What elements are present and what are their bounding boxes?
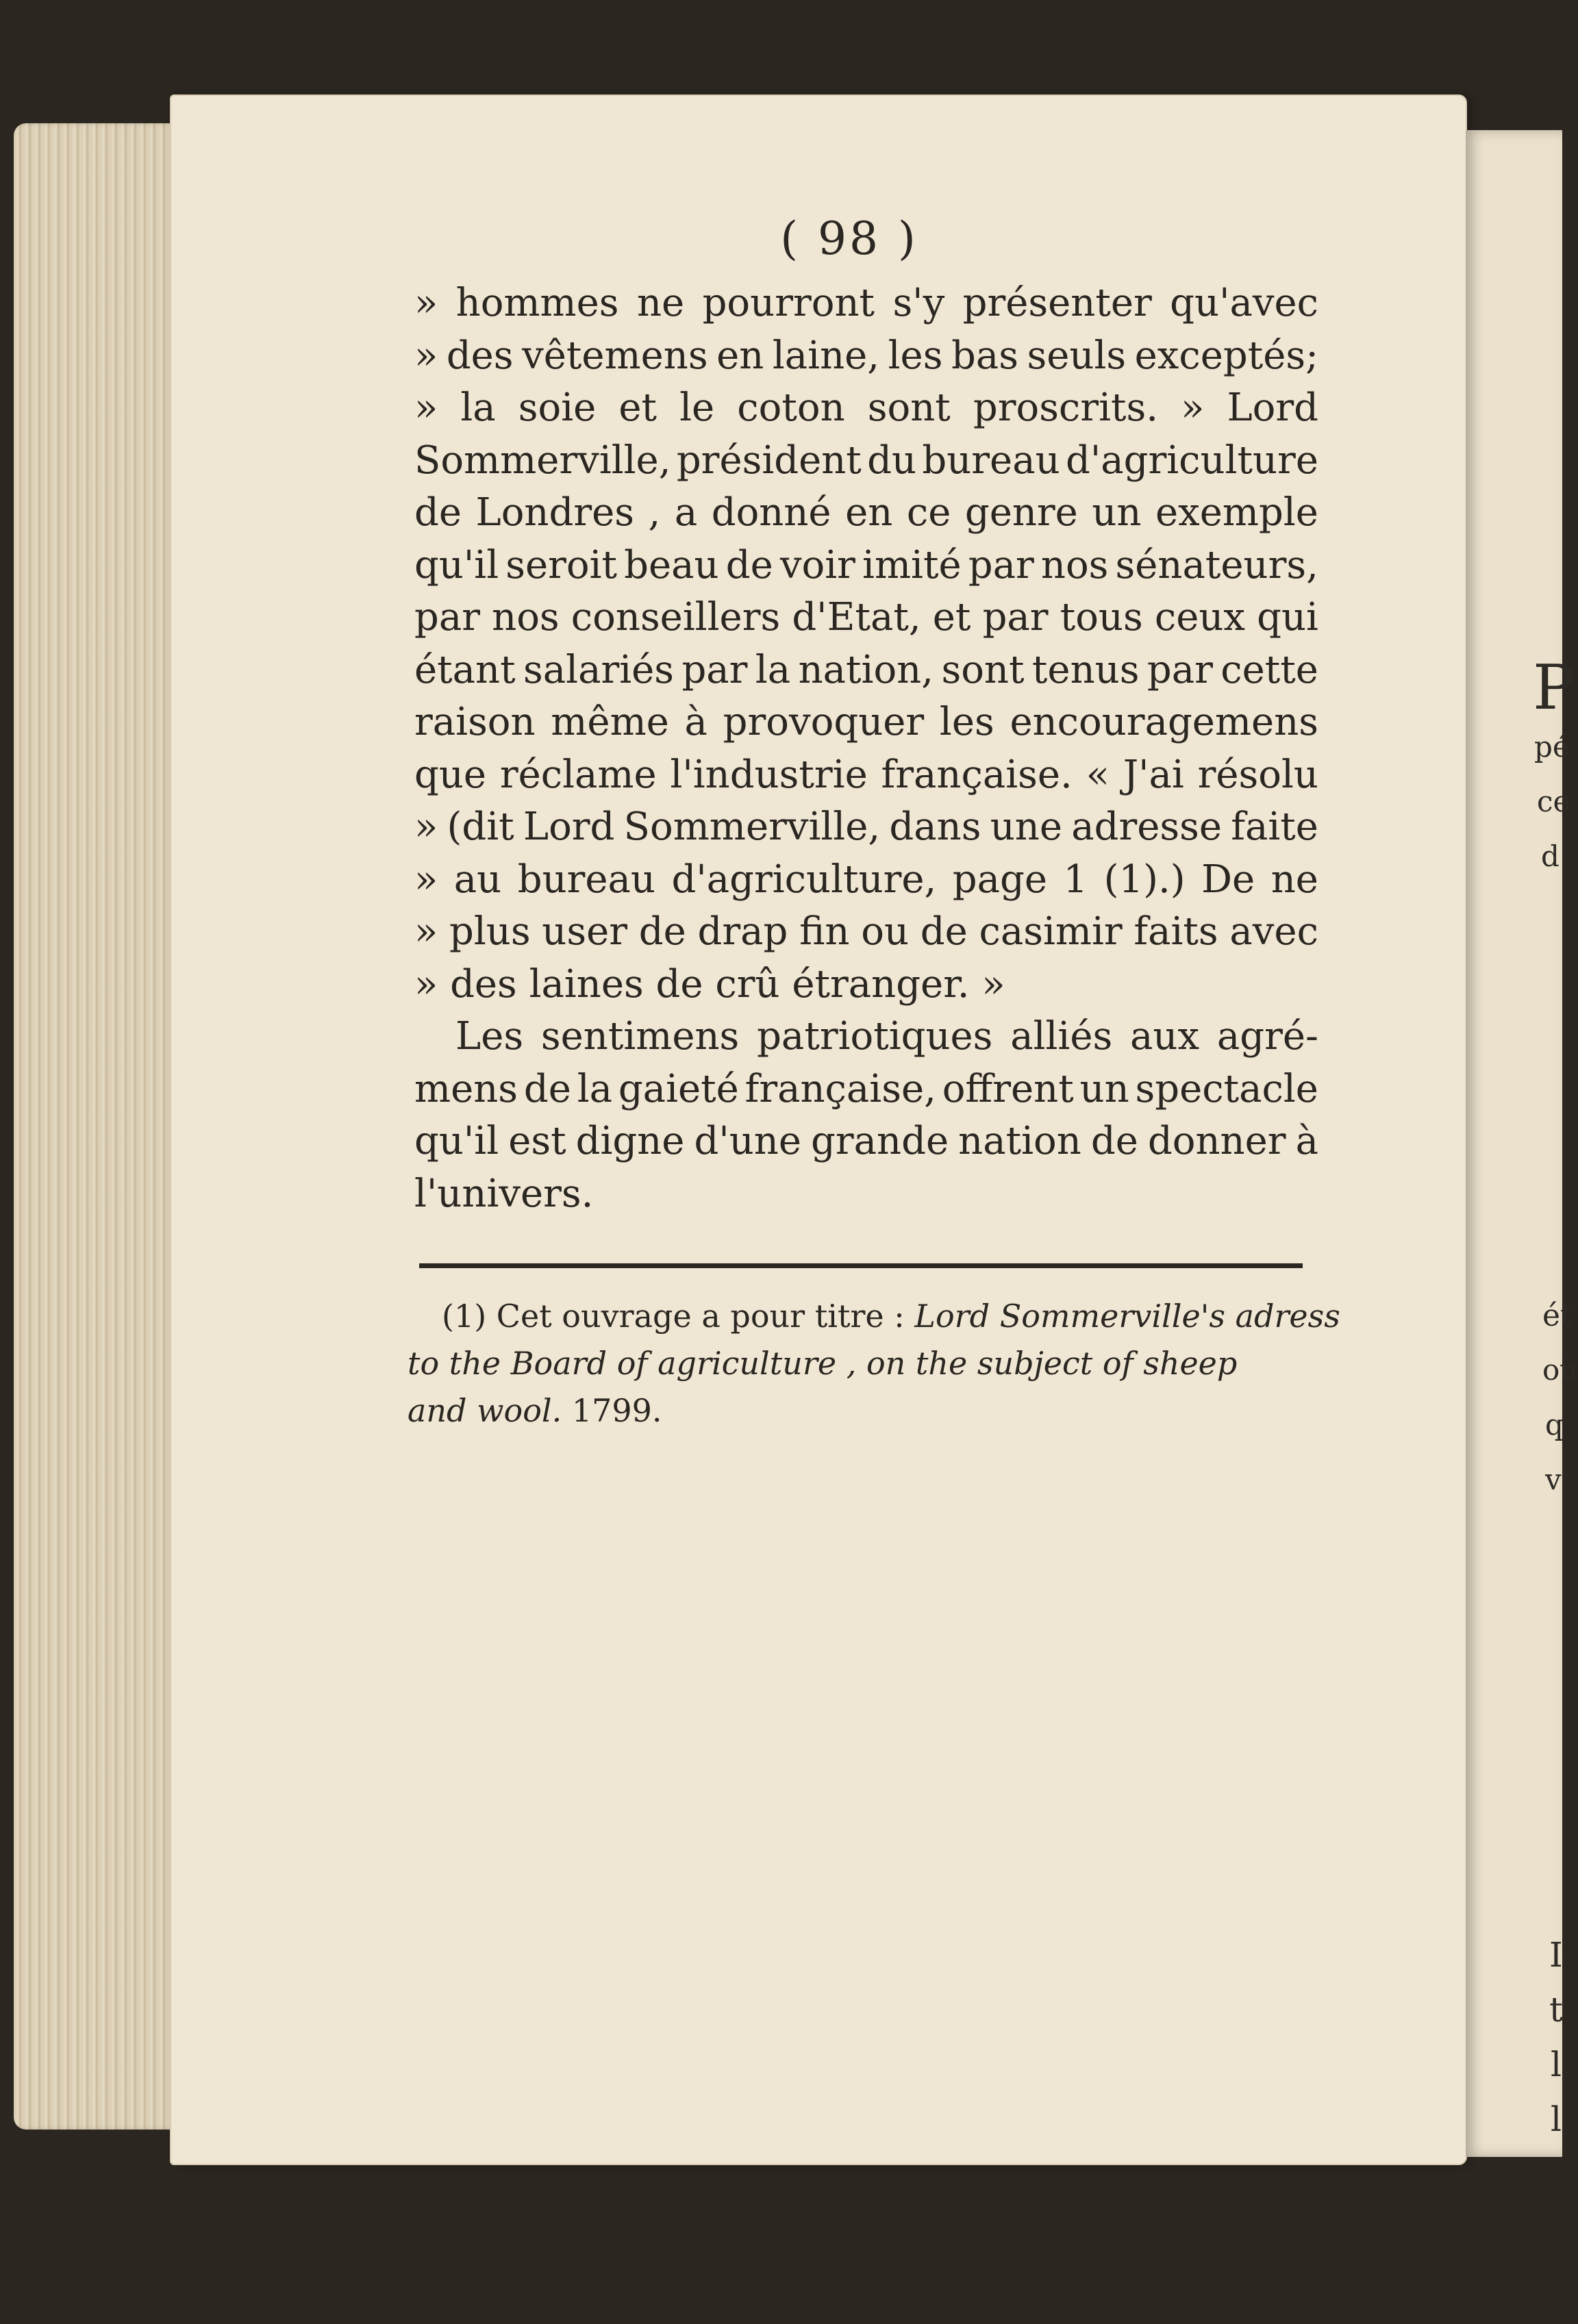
word: présenter xyxy=(962,281,1152,325)
facing-page-fragment: P xyxy=(1533,652,1575,724)
word: donner xyxy=(1147,1119,1286,1163)
word: nos xyxy=(492,595,560,640)
word: gaieté xyxy=(618,1066,739,1111)
word: sénateurs, xyxy=(1115,542,1318,588)
word: tous xyxy=(1060,595,1143,640)
word: 1 xyxy=(1063,857,1088,902)
word: d'une xyxy=(694,1119,801,1163)
word: par xyxy=(414,595,481,640)
word: est xyxy=(508,1119,566,1163)
word: mens xyxy=(414,1066,518,1111)
facing-page-fragment: pé xyxy=(1534,730,1570,763)
facing-page-fragment: l xyxy=(1551,2099,1562,2139)
word: au xyxy=(453,857,502,902)
word: la xyxy=(577,1066,612,1111)
word: vêtemens xyxy=(522,333,708,378)
word: ou xyxy=(861,909,910,954)
word: » xyxy=(414,909,438,954)
word: sont xyxy=(941,647,1025,692)
word: un xyxy=(1092,490,1142,535)
text-line xyxy=(414,1115,1318,1168)
word: Londres xyxy=(475,490,634,535)
word: casimir xyxy=(979,909,1123,954)
word: un xyxy=(1079,1066,1129,1111)
facing-page-fragment: l xyxy=(1551,2045,1562,2084)
text-line xyxy=(414,487,1318,540)
word: nation, xyxy=(798,647,934,692)
word: nation xyxy=(958,1119,1081,1163)
word: » xyxy=(1181,386,1205,430)
text-line: » des laines de crû étranger. » xyxy=(414,961,1005,1007)
text-line xyxy=(414,801,1318,854)
word: bureau xyxy=(922,438,1060,483)
word: réclame xyxy=(499,752,657,797)
word: , xyxy=(648,490,661,535)
word: président xyxy=(676,438,862,483)
word: et xyxy=(618,386,658,430)
word: le xyxy=(679,386,715,430)
word: page xyxy=(952,857,1048,902)
word: de xyxy=(414,490,462,535)
word: la xyxy=(755,647,791,692)
facing-page-fragment: q xyxy=(1545,1408,1564,1441)
word: beau xyxy=(624,542,719,588)
word: salariés xyxy=(523,647,675,692)
word: exceptés; xyxy=(1134,333,1318,378)
word: » xyxy=(414,857,438,902)
word: par xyxy=(968,542,1034,588)
word: provoquer xyxy=(723,700,925,744)
text-line xyxy=(414,906,1318,959)
word: bureau xyxy=(517,857,655,902)
word: » xyxy=(414,386,438,430)
word: s'y xyxy=(892,281,945,325)
word: genre xyxy=(964,490,1078,535)
footnote-line: to the Board of agriculture , on the subject of sheep xyxy=(408,1345,1238,1382)
word: plus xyxy=(449,909,531,954)
word: étant xyxy=(414,647,516,692)
word: patriotiques xyxy=(757,1014,993,1059)
text-line xyxy=(414,696,1318,749)
word: aux xyxy=(1130,1014,1200,1059)
facing-page-fragment: I xyxy=(1549,1935,1563,1975)
word: de xyxy=(523,1066,571,1111)
word: avec xyxy=(1229,909,1318,954)
text-line xyxy=(414,435,1318,488)
word: de xyxy=(1090,1119,1138,1163)
word: de xyxy=(725,542,773,588)
word: digne xyxy=(575,1119,685,1163)
word: laine, xyxy=(772,333,880,378)
word: des xyxy=(446,333,514,378)
word: hommes xyxy=(455,281,619,325)
text-line xyxy=(414,382,1318,435)
word: faite xyxy=(1231,805,1318,849)
word: et xyxy=(932,595,971,640)
word: » xyxy=(414,281,438,325)
text-line: l'univers. xyxy=(414,1171,594,1216)
word: Lord xyxy=(1227,386,1318,430)
word: pourront xyxy=(702,281,875,325)
word: « xyxy=(1086,752,1110,797)
facing-page-fragment: ce xyxy=(1537,785,1570,818)
word: française, xyxy=(744,1066,936,1111)
word: une xyxy=(990,805,1062,849)
word: voir xyxy=(779,542,855,588)
word: d'agriculture, xyxy=(671,857,937,902)
word: proscrits. xyxy=(973,386,1159,430)
word: l'industrie xyxy=(670,752,868,797)
word: sentimens xyxy=(540,1014,740,1059)
word: agré- xyxy=(1216,1014,1318,1059)
word: par xyxy=(681,647,748,692)
word: adresse xyxy=(1071,805,1222,849)
word: Les xyxy=(455,1014,524,1059)
word: qu'il xyxy=(414,1119,499,1163)
word: d'agriculture xyxy=(1065,438,1318,483)
word: ce xyxy=(906,490,951,535)
word: tenus xyxy=(1031,647,1140,692)
word: résolu xyxy=(1197,752,1318,797)
word: en xyxy=(716,333,764,378)
word: qui xyxy=(1257,595,1318,640)
word: cette xyxy=(1220,647,1318,692)
word: J'ai xyxy=(1123,752,1184,797)
body-text xyxy=(414,277,1318,1220)
word: » xyxy=(414,805,438,849)
word: de xyxy=(638,909,686,954)
facing-page-fragment: t xyxy=(1549,1990,1564,2030)
word: exemple xyxy=(1155,490,1318,535)
footnote-divider xyxy=(419,1263,1303,1268)
word: conseillers xyxy=(571,595,781,640)
text-line xyxy=(414,1011,1318,1063)
word: (1).) xyxy=(1103,857,1186,902)
word: grande xyxy=(811,1119,949,1163)
word: même xyxy=(551,700,669,744)
text-line xyxy=(414,330,1318,383)
word: drap xyxy=(697,909,788,954)
word: seroit xyxy=(505,542,618,588)
word: les xyxy=(939,700,994,744)
word: à xyxy=(1295,1119,1318,1163)
word: soie xyxy=(518,386,597,430)
word: ceux xyxy=(1154,595,1246,640)
word: a xyxy=(674,490,698,535)
text-line xyxy=(414,592,1318,644)
word: user xyxy=(542,909,628,954)
word: bas xyxy=(951,333,1018,378)
footnote-line: and wool. 1799. xyxy=(408,1392,662,1429)
text-line xyxy=(414,644,1318,697)
word: Lord xyxy=(523,805,615,849)
word: fin xyxy=(799,909,850,954)
page-number: ( 98 ) xyxy=(780,212,918,265)
text-line xyxy=(414,540,1318,592)
word: sont xyxy=(867,386,951,430)
word: qu'il xyxy=(414,542,499,588)
facing-page-fragment: v xyxy=(1545,1463,1562,1496)
word: imité xyxy=(862,542,962,588)
word: à xyxy=(684,700,707,744)
page-stack-edges xyxy=(14,123,178,2130)
word: » xyxy=(414,333,438,378)
facing-page-fragment: ét xyxy=(1542,1298,1573,1333)
text-line xyxy=(414,854,1318,907)
facing-page-edge xyxy=(1466,130,1578,2157)
word: (dit xyxy=(447,805,514,849)
word: faits xyxy=(1134,909,1218,954)
text-line xyxy=(414,749,1318,802)
word: De xyxy=(1201,857,1255,902)
text-line xyxy=(414,1063,1318,1116)
word: la xyxy=(460,386,496,430)
word: coton xyxy=(737,386,845,430)
text-line xyxy=(414,277,1318,330)
word: seuls xyxy=(1027,333,1127,378)
word: par xyxy=(982,595,1049,640)
word: dans xyxy=(889,805,981,849)
word: ne xyxy=(1270,857,1318,902)
word: que xyxy=(414,752,487,797)
word: qu'avec xyxy=(1170,281,1318,325)
word: alliés xyxy=(1010,1014,1113,1059)
word: les xyxy=(888,333,943,378)
footnote xyxy=(408,1293,1340,1435)
word: de xyxy=(920,909,968,954)
facing-page-fragment: où xyxy=(1542,1353,1578,1387)
word: française. xyxy=(881,752,1073,797)
word: d'Etat, xyxy=(792,595,921,640)
word: raison xyxy=(414,700,536,744)
word: du xyxy=(867,438,917,483)
footnote-line: (1) Cet ouvrage a pour titre : Lord Sommerville's adress xyxy=(442,1298,1340,1335)
word: Sommerville, xyxy=(414,438,671,483)
word: Sommerville, xyxy=(623,805,881,849)
word: ne xyxy=(636,281,685,325)
word: nos xyxy=(1040,542,1109,588)
word: offrent xyxy=(942,1066,1074,1111)
word: par xyxy=(1147,647,1213,692)
facing-page-fragment: d' xyxy=(1541,839,1568,873)
word: en xyxy=(845,490,893,535)
word: encouragemens xyxy=(1010,700,1318,744)
word: donné xyxy=(711,490,831,535)
word: spectacle xyxy=(1135,1066,1318,1111)
